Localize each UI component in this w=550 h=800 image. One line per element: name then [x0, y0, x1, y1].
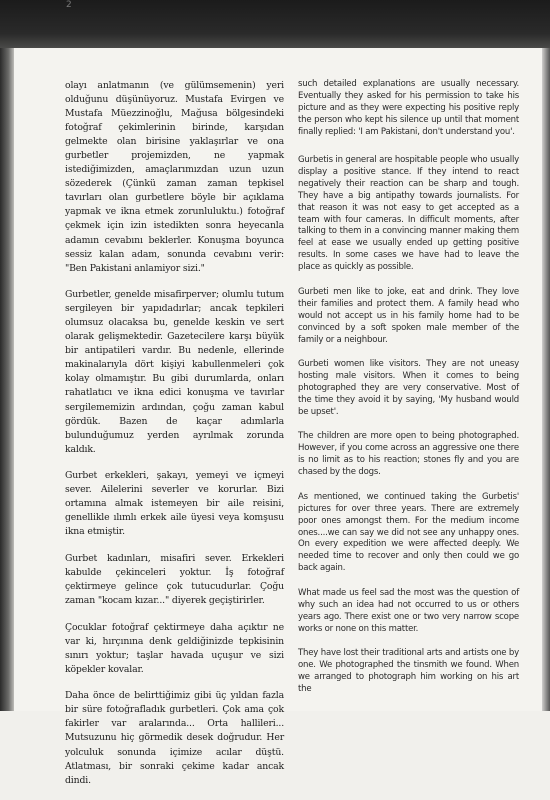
- english-text-column: [298, 79, 519, 708]
- turkish-paragraph: Gurbetler, genelde misafirperver; olumlu tutum sergileyen bir yapıdadırlar; ancak tepkileri olumsuz olacaksa bu, genelde keskin ve sert olarak gelişmektedir. Gazetecilere karşı büyük bir antipatileri vardır. Bu nedenle, ellerinde makinalarıyla dört kişiyi kabullenmeleri çok kolay olmamıştır. Bu gibi durumlarda, onları rahatlatıcı ve ikna edici konuşma ve tavırlar sergilememizin ardından, çoğu zaman kabul gördük. Bazen de kaçar adımlarla bulunduğumuz yerden ayrılmak zorunda kaldık.: [65, 289, 284, 455]
- turkish-paragraph: Gurbet erkekleri, şakayı, yemeyi ve içmeyi sever. Ailelerini severler ve korurlar. Bizi ortamına almak istemeyen bir aile reisini, genellikle ılımlı erkek aile üyesi veya komşusu ikna etmiştir.: [65, 470, 284, 538]
- english-paragraph: As mentioned, we continued taking the Gurbetis' pictures for over three years. There are extremely poor ones amongst them. For the medium income ones....we can say we did not see any unhappy ones. On every expedition we were affected deeply. We needed time to recover and only then could we go back again.: [298, 491, 519, 574]
- scan-right-edge: [542, 48, 550, 711]
- turkish-paragraph: olayı anlatmanın (ve gülümsemenin) yeri olduğunu düşünüyoruz. Mustafa Evirgen ve Mustafa Müezzinoğlu, Mağusa bölgesindeki fotoğraf çekimlerinin birinde, karşıdan gelmekte olan birisine yaklaşırlar ve ona gurbetler projemizden, ne yapmak istediğimizden, amaçlarımızdan uzun uzun sözederek (Çünkü zaman zaman tepkisel tavırları olan gurbetlere böyle bir açıklama yapmak ve ikna etmek zorunluluktu.) fotoğraf çekmek için izin istedikten sonra heyecanla adamın cevabını beklerler. Konuşma boyunca sessiz kalan adam, sonunda cevabını verir: "Ben Pakistani anlamiyor sizi.": [65, 80, 284, 274]
- english-paragraph: They have lost their traditional arts and artists one by one. We photographed the tinsmith we found. When we arranged to photograph him working on his art the: [298, 648, 519, 694]
- english-paragraph: The children are more open to being photographed. However, if you come across an aggressive one there is no limit as to his reaction; stones fly and you are chased by the dogs.: [298, 431, 519, 478]
- turkish-paragraph: Daha önce de belirttiğimiz gibi üç yıldan fazla bir süre fotoğrafladık gurbetleri. Çok ama çok fakirler var aralarında... Orta hallileri... Mutsuzunu hiç görmedik desek doğrudur. Her yolculuk sonunda içimize acılar düştü. Atlatması, bir sonraki çekime kadar ancak dindi.: [65, 690, 284, 786]
- turkish-paragraph: Çocuklar fotoğraf çektirmeye daha açıktır ne var ki, hırçınına denk geldiğinizde tepkisinin sınırı yoktur; taşlar havada uçuşur ve sizi köpekler kovalar.: [65, 621, 284, 675]
- magazine-page: [14, 48, 542, 786]
- scan-left-edge: [0, 48, 14, 711]
- turkish-text-column: [65, 79, 284, 800]
- english-paragraph: such detailed explanations are usually necessary. Eventually they asked for his permission to take his picture and as they were expecting his positive reply the person who kept his silence up until that moment finally replied: 'I am Pakistani, don't understand you'.: [298, 79, 519, 137]
- scan-top-mark: 2: [66, 0, 72, 10]
- scan-top-shadow: [0, 0, 550, 48]
- english-paragraph: Gurbeti women like visitors. They are not uneasy hosting male visitors. When it comes to being photographed they are very conservative. Most of the time they avoid it by saying, 'My husband would be upset'.: [298, 359, 519, 417]
- english-paragraph: Gurbetis in general are hospitable people who usually display a positive stance. If they intend to react negatively their reaction can be sharp and tough. They have a big antipathy towards journalists. For that reason it was not easy to get accepted as a team with four cameras. In difficult moments, after talking to them in a convincing manner making them feel at ease we usually ended up getting positive results. In some cases we have had to leave the place as quickly as possible.: [298, 154, 519, 273]
- english-paragraph: What made us feel sad the most was the question of why such an idea had not occurred to us or others years ago. There exist one or two very narrow scope works or none on this matter.: [298, 587, 519, 634]
- english-paragraph: Gurbeti men like to joke, eat and drink. They love their families and protect them. A family head who would not accept us in his family home had to be convinced by a soft spoken male member of the family or a neighbour.: [298, 286, 519, 345]
- turkish-paragraph: Gurbet kadınları, misafiri sever. Erkekleri kabulde çekinceleri yoktur. İş fotoğraf çektirmeye gelince çok tutucudurlar. Çoğu zaman "kocam kızar..." diyerek geçiştirirler.: [65, 552, 284, 607]
